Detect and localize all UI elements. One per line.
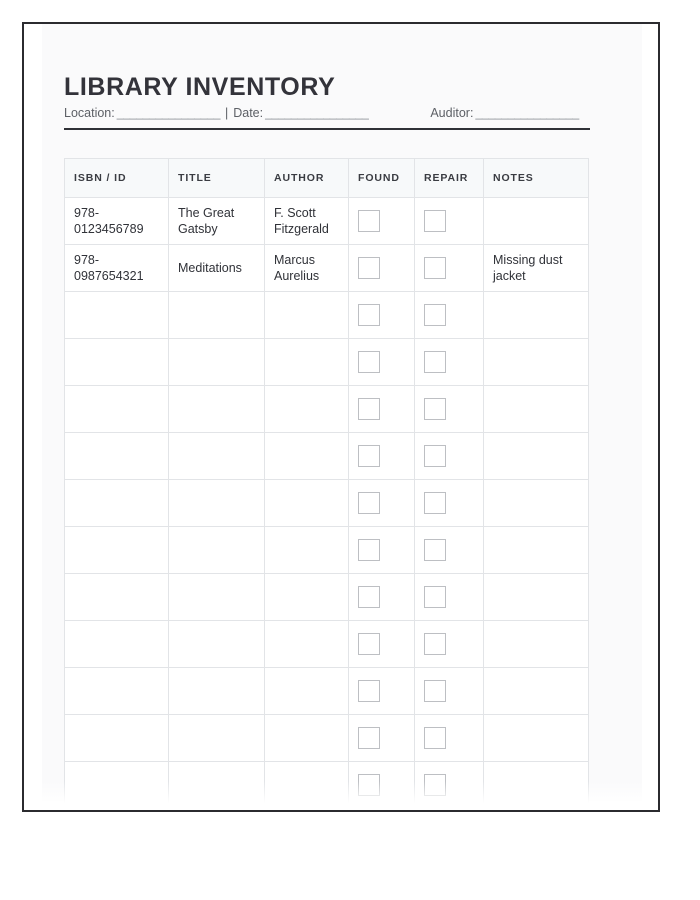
meta-location-date: [64, 106, 370, 120]
table-row: [65, 338, 589, 385]
cell-notes[interactable]: [484, 714, 589, 761]
cell-author[interactable]: Marcus Aurelius: [265, 244, 349, 291]
column-header-repair[interactable]: REPAIR: [415, 158, 484, 197]
cell-isbn[interactable]: [65, 573, 169, 620]
cell-isbn[interactable]: [65, 291, 169, 338]
repair-checkbox[interactable]: [424, 304, 446, 326]
cell-notes[interactable]: [484, 620, 589, 667]
cell-isbn[interactable]: 978-0123456789: [65, 197, 169, 244]
cell-found[interactable]: [349, 761, 415, 807]
cell-repair[interactable]: [415, 338, 484, 385]
table-row: [65, 197, 589, 244]
header-divider: [64, 128, 590, 130]
cell-title[interactable]: Meditations: [169, 244, 265, 291]
cell-author[interactable]: [265, 667, 349, 714]
cell-isbn[interactable]: [65, 761, 169, 807]
cell-found[interactable]: [349, 244, 415, 291]
cell-title[interactable]: [169, 432, 265, 479]
found-checkbox[interactable]: [358, 727, 380, 749]
cell-isbn[interactable]: [65, 620, 169, 667]
repair-checkbox[interactable]: [424, 586, 446, 608]
page-title: LIBRARY INVENTORY: [64, 73, 336, 101]
cell-notes[interactable]: [484, 432, 589, 479]
cell-repair[interactable]: [415, 244, 484, 291]
repair-checkbox[interactable]: [424, 774, 446, 796]
cell-author[interactable]: [265, 573, 349, 620]
cell-found[interactable]: [349, 291, 415, 338]
cell-author[interactable]: [265, 338, 349, 385]
table-row: [65, 761, 589, 807]
cell-author[interactable]: [265, 714, 349, 761]
repair-checkbox[interactable]: [424, 257, 446, 279]
cell-notes[interactable]: [484, 526, 589, 573]
cell-title[interactable]: [169, 573, 265, 620]
cell-found[interactable]: [349, 432, 415, 479]
column-header-found[interactable]: FOUND: [349, 158, 415, 197]
cell-repair[interactable]: [415, 620, 484, 667]
cell-repair[interactable]: [415, 197, 484, 244]
page-frame: [22, 22, 660, 812]
cell-author[interactable]: [265, 761, 349, 807]
cell-title[interactable]: [169, 526, 265, 573]
cell-isbn[interactable]: [65, 667, 169, 714]
cell-notes[interactable]: [484, 479, 589, 526]
cell-author[interactable]: [265, 291, 349, 338]
table-row: [65, 714, 589, 761]
cell-repair[interactable]: [415, 385, 484, 432]
location-label: Location:: [64, 106, 115, 121]
cell-title[interactable]: [169, 385, 265, 432]
cell-found[interactable]: [349, 479, 415, 526]
cell-notes[interactable]: Missing dust jacket: [484, 244, 589, 291]
cell-found[interactable]: [349, 714, 415, 761]
cell-found[interactable]: [349, 197, 415, 244]
date-label: Date:: [233, 106, 264, 121]
cell-title[interactable]: [169, 761, 265, 807]
repair-checkbox[interactable]: [424, 680, 446, 702]
cell-author[interactable]: [265, 620, 349, 667]
cell-title[interactable]: [169, 338, 265, 385]
cell-isbn[interactable]: [65, 714, 169, 761]
cell-repair[interactable]: [415, 432, 484, 479]
repair-checkbox[interactable]: [424, 539, 446, 561]
document-meta-row: [64, 106, 590, 123]
cell-repair[interactable]: [415, 761, 484, 807]
location-fill-line[interactable]: ________________: [116, 106, 220, 121]
table-row: [65, 667, 589, 714]
repair-checkbox[interactable]: [424, 398, 446, 420]
found-checkbox[interactable]: [358, 539, 380, 561]
cell-author[interactable]: [265, 479, 349, 526]
found-checkbox[interactable]: [358, 304, 380, 326]
date-fill-line[interactable]: ________________: [265, 106, 369, 121]
table-header: [65, 158, 589, 197]
cell-title[interactable]: [169, 291, 265, 338]
table-body: [65, 197, 589, 807]
cell-isbn[interactable]: [65, 338, 169, 385]
cell-title[interactable]: [169, 479, 265, 526]
repair-checkbox[interactable]: [424, 633, 446, 655]
found-checkbox[interactable]: [358, 351, 380, 373]
cell-found[interactable]: [349, 526, 415, 573]
cell-author[interactable]: F. Scott Fitzgerald: [265, 197, 349, 244]
repair-checkbox[interactable]: [424, 445, 446, 467]
cell-found[interactable]: [349, 667, 415, 714]
cell-repair[interactable]: [415, 526, 484, 573]
cell-found[interactable]: [349, 620, 415, 667]
repair-checkbox[interactable]: [424, 351, 446, 373]
cell-notes[interactable]: [484, 667, 589, 714]
cell-author[interactable]: [265, 432, 349, 479]
cell-isbn[interactable]: [65, 385, 169, 432]
table-header-row: [65, 158, 589, 197]
cell-found[interactable]: [349, 385, 415, 432]
cell-title[interactable]: [169, 714, 265, 761]
cell-notes[interactable]: [484, 573, 589, 620]
cell-notes[interactable]: [484, 291, 589, 338]
table-row: [65, 244, 589, 291]
cell-notes[interactable]: [484, 761, 589, 807]
meta-auditor: [430, 106, 580, 120]
column-header-author[interactable]: AUTHOR: [265, 158, 349, 197]
found-checkbox[interactable]: [358, 445, 380, 467]
cell-author[interactable]: [265, 385, 349, 432]
table-row: [65, 573, 589, 620]
cell-title[interactable]: The Great Gatsby: [169, 197, 265, 244]
table-row: [65, 385, 589, 432]
auditor-fill-line[interactable]: ________________: [475, 106, 579, 121]
cell-notes[interactable]: [484, 385, 589, 432]
cell-isbn[interactable]: [65, 432, 169, 479]
document-sheet: [42, 24, 642, 807]
table-row: [65, 291, 589, 338]
cell-author[interactable]: [265, 526, 349, 573]
cell-notes[interactable]: [484, 338, 589, 385]
cell-isbn[interactable]: [65, 526, 169, 573]
cell-repair[interactable]: [415, 573, 484, 620]
cell-isbn[interactable]: 978-0987654321: [65, 244, 169, 291]
inventory-table: [64, 158, 589, 807]
table-row: [65, 432, 589, 479]
repair-checkbox[interactable]: [424, 210, 446, 232]
cell-repair[interactable]: [415, 667, 484, 714]
found-checkbox[interactable]: [358, 774, 380, 796]
cell-isbn[interactable]: [65, 479, 169, 526]
repair-checkbox[interactable]: [424, 727, 446, 749]
table-row: [65, 620, 589, 667]
cell-found[interactable]: [349, 338, 415, 385]
found-checkbox[interactable]: [358, 398, 380, 420]
document-content: [64, 74, 590, 807]
found-checkbox[interactable]: [358, 680, 380, 702]
table-row: [65, 479, 589, 526]
found-checkbox[interactable]: [358, 257, 380, 279]
repair-checkbox[interactable]: [424, 492, 446, 514]
column-header-notes[interactable]: NOTES: [484, 158, 589, 197]
cell-repair[interactable]: [415, 479, 484, 526]
cell-found[interactable]: [349, 573, 415, 620]
cell-title[interactable]: [169, 667, 265, 714]
cell-notes[interactable]: [484, 197, 589, 244]
found-checkbox[interactable]: [358, 492, 380, 514]
cell-repair[interactable]: [415, 291, 484, 338]
cell-title[interactable]: [169, 620, 265, 667]
column-header-title[interactable]: TITLE: [169, 158, 265, 197]
meta-separator: |: [224, 106, 229, 121]
found-checkbox[interactable]: [358, 633, 380, 655]
table-row: [65, 526, 589, 573]
found-checkbox[interactable]: [358, 210, 380, 232]
auditor-label: Auditor:: [430, 106, 474, 121]
cell-repair[interactable]: [415, 714, 484, 761]
column-header-isbn[interactable]: ISBN / ID: [65, 158, 169, 197]
found-checkbox[interactable]: [358, 586, 380, 608]
